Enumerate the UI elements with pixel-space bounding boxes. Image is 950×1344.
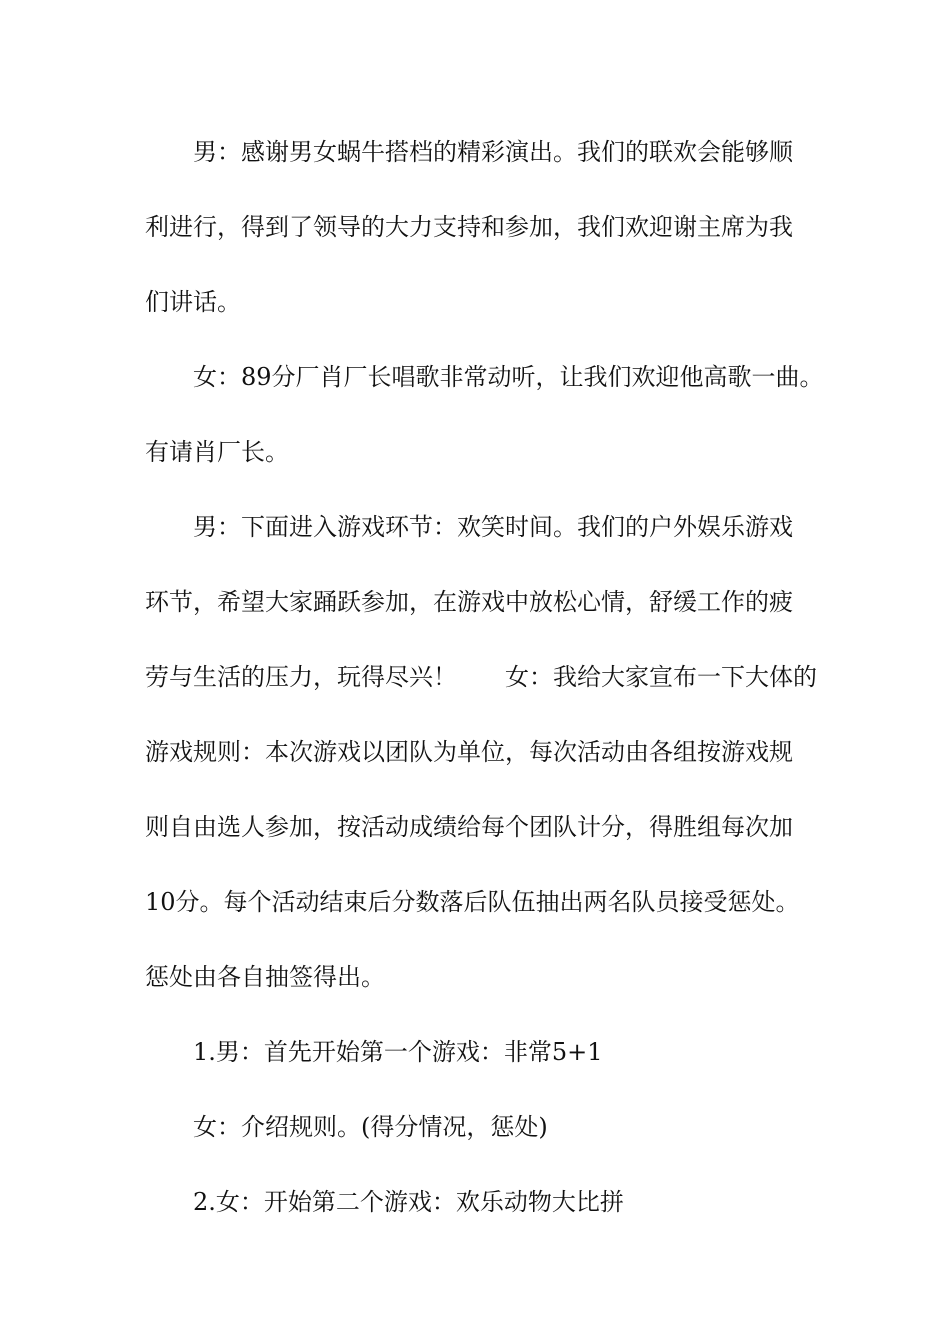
paragraph-line: 10分。每个活动结束后分数落后队伍抽出两名队员接受惩处。: [145, 888, 800, 916]
paragraph-line: 则自由选人参加，按活动成绩给每个团队计分，得胜组每次加: [145, 813, 793, 841]
paragraph-line: 利进行，得到了领导的大力支持和参加，我们欢迎谢主席为我: [145, 213, 793, 241]
list-item: 1.男：首先开始第一个游戏：非常5+1: [193, 1038, 603, 1066]
list-item: 2.女：开始第二个游戏：欢乐动物大比拼: [193, 1188, 624, 1216]
paragraph-line: 男：感谢男女蜗牛搭档的精彩演出。我们的联欢会能够顺: [193, 138, 793, 166]
paragraph-line: 游戏规则：本次游戏以团队为单位，每次活动由各组按游戏规: [145, 738, 793, 766]
paragraph-line: 环节，希望大家踊跃参加，在游戏中放松心情，舒缓工作的疲: [145, 588, 793, 616]
paragraph-line: 惩处由各自抽签得出。: [145, 963, 385, 991]
paragraph-line: 有请肖厂长。: [145, 438, 289, 466]
paragraph-line: 女：89分厂肖厂长唱歌非常动听，让我们欢迎他高歌一曲。: [193, 363, 824, 391]
paragraph-line: 女：介绍规则。(得分情况，惩处): [193, 1113, 548, 1141]
paragraph-line: 们讲话。: [145, 288, 241, 316]
paragraph-line: 劳与生活的压力，玩得尽兴！ 女：我给大家宣布一下大体的: [145, 663, 817, 691]
paragraph-line: 男：下面进入游戏环节：欢笑时间。我们的户外娱乐游戏: [193, 513, 793, 541]
